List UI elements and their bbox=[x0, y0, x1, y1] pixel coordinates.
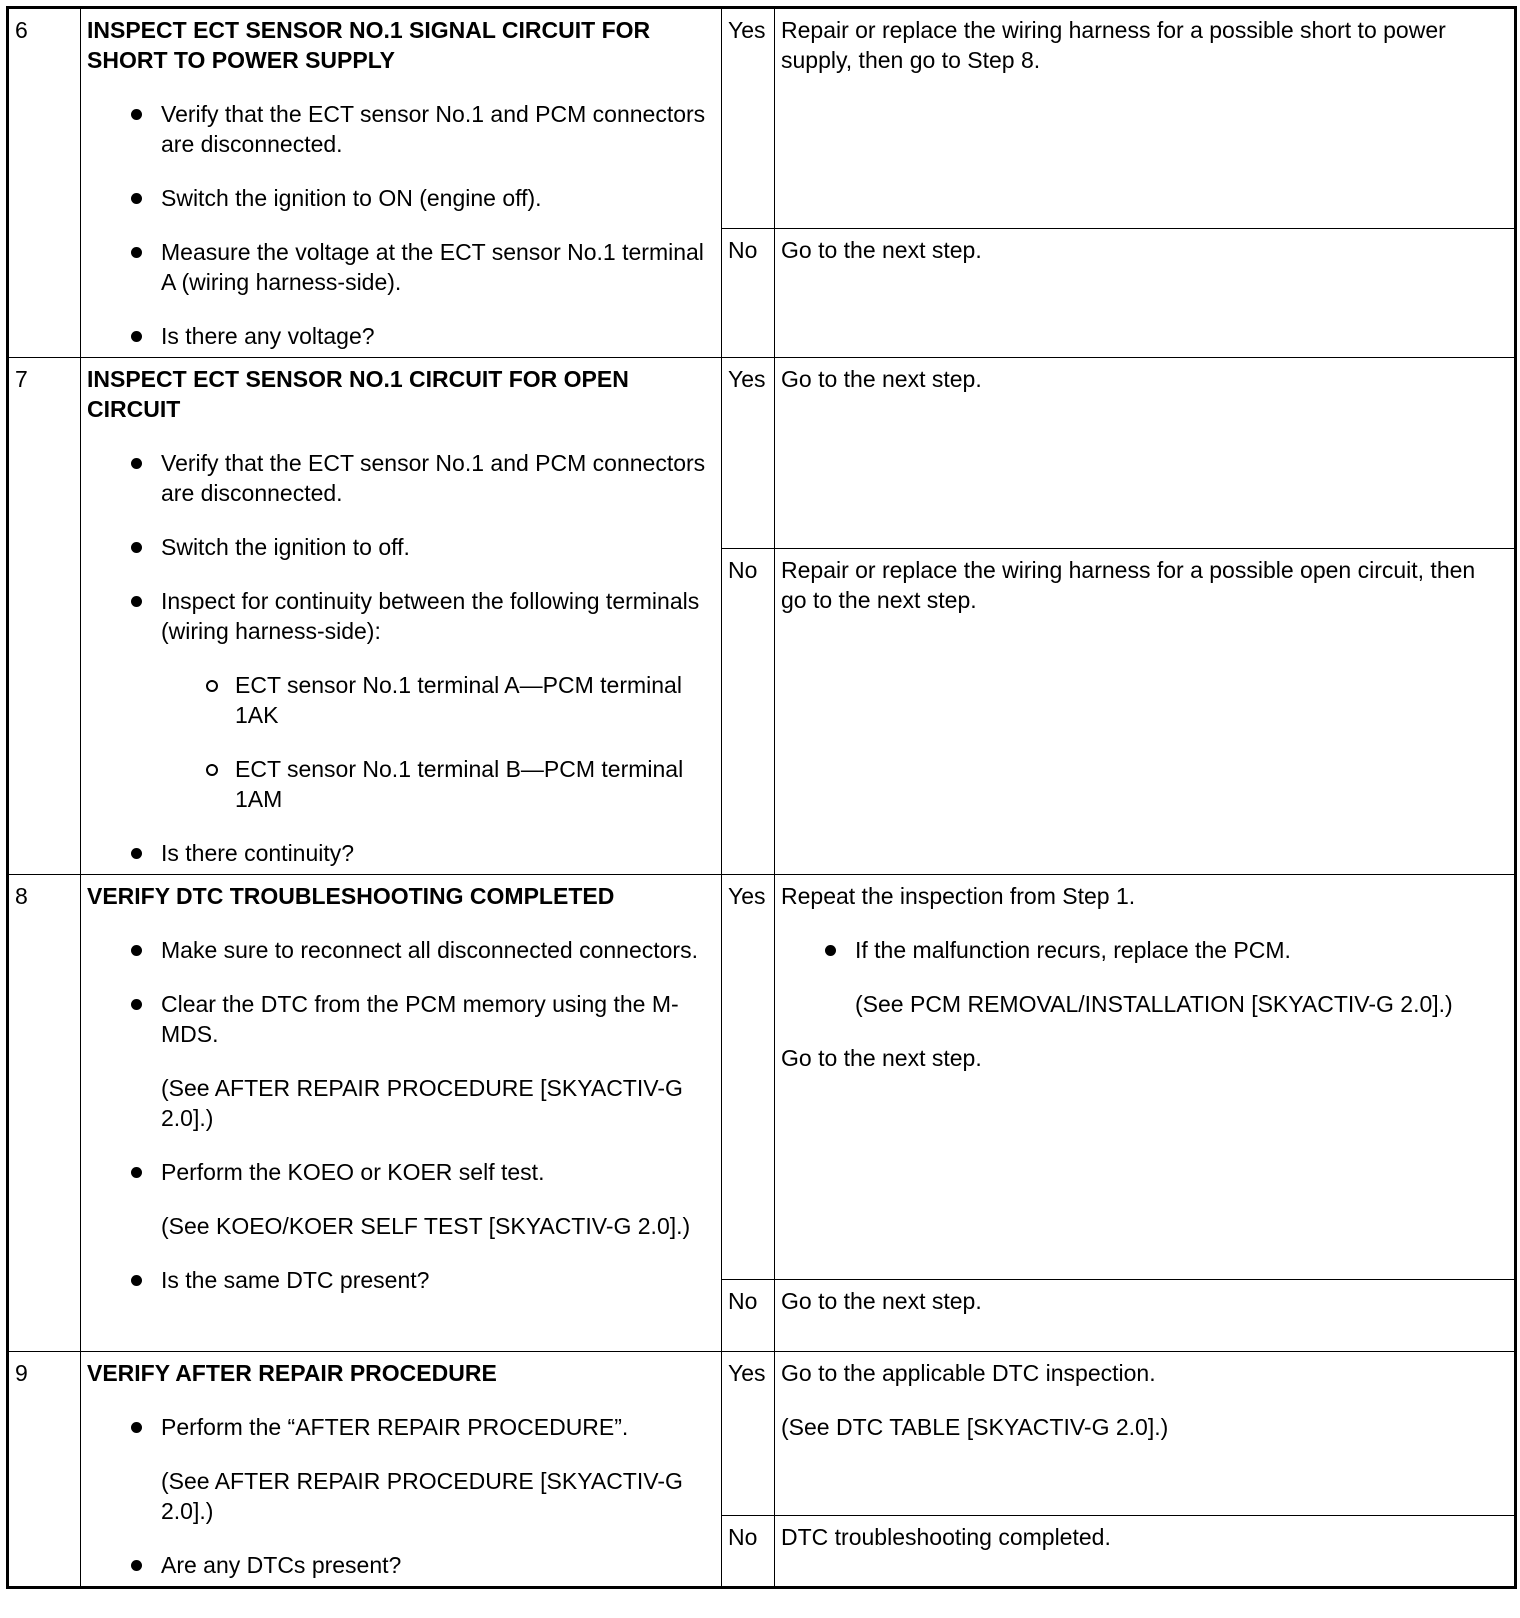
step-title: VERIFY DTC TROUBLESHOOTING COMPLETED bbox=[87, 883, 615, 909]
step-9-yes-row bbox=[8, 1352, 1516, 1516]
bullet-text: Clear the DTC from the PCM memory using the M-MDS. bbox=[161, 991, 679, 1047]
reference-note: (See AFTER REPAIR PROCEDURE [SKYACTIV-G 2.0].) bbox=[161, 1468, 683, 1524]
bullet-item: Verify that the ECT sensor No.1 and PCM connectors are disconnected. bbox=[161, 448, 713, 508]
sub-bullet-item: ECT sensor No.1 terminal B—PCM terminal 1AM bbox=[235, 754, 713, 814]
yes-result-bullet-list bbox=[781, 935, 1506, 1019]
yes-result-cell bbox=[775, 1352, 1516, 1516]
bullet-text: Inspect for continuity between the following terminals (wiring harness-side): bbox=[161, 588, 700, 644]
no-label: No bbox=[722, 1516, 775, 1588]
step-title: VERIFY AFTER REPAIR PROCEDURE bbox=[87, 1360, 497, 1386]
bullet-item: Is there any voltage? bbox=[161, 321, 713, 351]
terminal-list bbox=[161, 670, 713, 814]
yes-label: Yes bbox=[722, 875, 775, 1280]
bullet-item bbox=[161, 586, 713, 814]
no-result: DTC troubleshooting completed. bbox=[775, 1516, 1516, 1588]
step-9-content bbox=[81, 1352, 722, 1588]
yes-result: Repair or replace the wiring harness for a possible short to power supply, then go to Step 8. bbox=[775, 8, 1516, 229]
no-label: No bbox=[722, 1280, 775, 1352]
reference-note: (See AFTER REPAIR PROCEDURE [SKYACTIV-G 2.0].) bbox=[161, 1075, 683, 1131]
step-6-content bbox=[81, 8, 722, 358]
yes-label: Yes bbox=[722, 1352, 775, 1516]
yes-result: Go to the next step. bbox=[775, 358, 1516, 549]
yes-result: Repeat the inspection from Step 1. bbox=[781, 883, 1136, 909]
bullet-text: If the malfunction recurs, replace the PCM. bbox=[855, 937, 1291, 963]
step-7-content bbox=[81, 358, 722, 875]
yes-label: Yes bbox=[722, 8, 775, 229]
bullet-item bbox=[161, 1157, 713, 1241]
yes-label: Yes bbox=[722, 358, 775, 549]
sub-bullet-item: ECT sensor No.1 terminal A—PCM terminal 1AK bbox=[235, 670, 713, 730]
no-result: Repair or replace the wiring harness for a possible open circuit, then go to the next step. bbox=[775, 549, 1516, 875]
no-result: Go to the next step. bbox=[775, 228, 1516, 357]
bullet-item: Switch the ignition to ON (engine off). bbox=[161, 183, 713, 213]
bullet-item: Measure the voltage at the ECT sensor No.1 terminal A (wiring harness-side). bbox=[161, 237, 713, 297]
bullet-item: Verify that the ECT sensor No.1 and PCM connectors are disconnected. bbox=[161, 99, 713, 159]
no-result: Go to the next step. bbox=[775, 1280, 1516, 1352]
bullet-item bbox=[161, 989, 713, 1133]
step-number: 7 bbox=[8, 358, 81, 875]
yes-result: Go to the applicable DTC inspection. bbox=[781, 1360, 1156, 1386]
reference-note: (See PCM REMOVAL/INSTALLATION [SKYACTIV-G 2.0].) bbox=[855, 991, 1453, 1017]
step-9-bullet-list bbox=[87, 1412, 713, 1580]
bullet-item bbox=[161, 1412, 713, 1526]
step-7-bullet-list bbox=[87, 448, 713, 868]
yes-result-next: Go to the next step. bbox=[781, 1045, 982, 1071]
bullet-item: Make sure to reconnect all disconnected connectors. bbox=[161, 935, 713, 965]
no-label: No bbox=[722, 549, 775, 875]
step-6-yes-row bbox=[8, 8, 1516, 229]
step-number: 9 bbox=[8, 1352, 81, 1588]
bullet-item bbox=[855, 935, 1506, 1019]
step-number: 8 bbox=[8, 875, 81, 1352]
step-title: INSPECT ECT SENSOR NO.1 SIGNAL CIRCUIT FOR SHORT TO POWER SUPPLY bbox=[87, 17, 651, 73]
step-8-yes-row bbox=[8, 875, 1516, 1280]
bullet-item: Is there continuity? bbox=[161, 838, 713, 868]
bullet-item: Switch the ignition to off. bbox=[161, 532, 713, 562]
bullet-text: Perform the “AFTER REPAIR PROCEDURE”. bbox=[161, 1414, 629, 1440]
bullet-item: Are any DTCs present? bbox=[161, 1550, 713, 1580]
reference-note: (See DTC TABLE [SKYACTIV-G 2.0].) bbox=[781, 1414, 1169, 1440]
step-8-content bbox=[81, 875, 722, 1352]
yes-result-cell bbox=[775, 875, 1516, 1280]
bullet-text: Perform the KOEO or KOER self test. bbox=[161, 1159, 545, 1185]
bullet-item: Is the same DTC present? bbox=[161, 1265, 713, 1295]
step-6-bullet-list bbox=[87, 99, 713, 351]
step-title: INSPECT ECT SENSOR NO.1 CIRCUIT FOR OPEN CIRCUIT bbox=[87, 366, 629, 422]
step-7-yes-row bbox=[8, 358, 1516, 549]
troubleshooting-table bbox=[6, 6, 1517, 1589]
reference-note: (See KOEO/KOER SELF TEST [SKYACTIV-G 2.0].) bbox=[161, 1213, 691, 1239]
no-label: No bbox=[722, 228, 775, 357]
step-8-bullet-list bbox=[87, 935, 713, 1295]
step-number: 6 bbox=[8, 8, 81, 358]
